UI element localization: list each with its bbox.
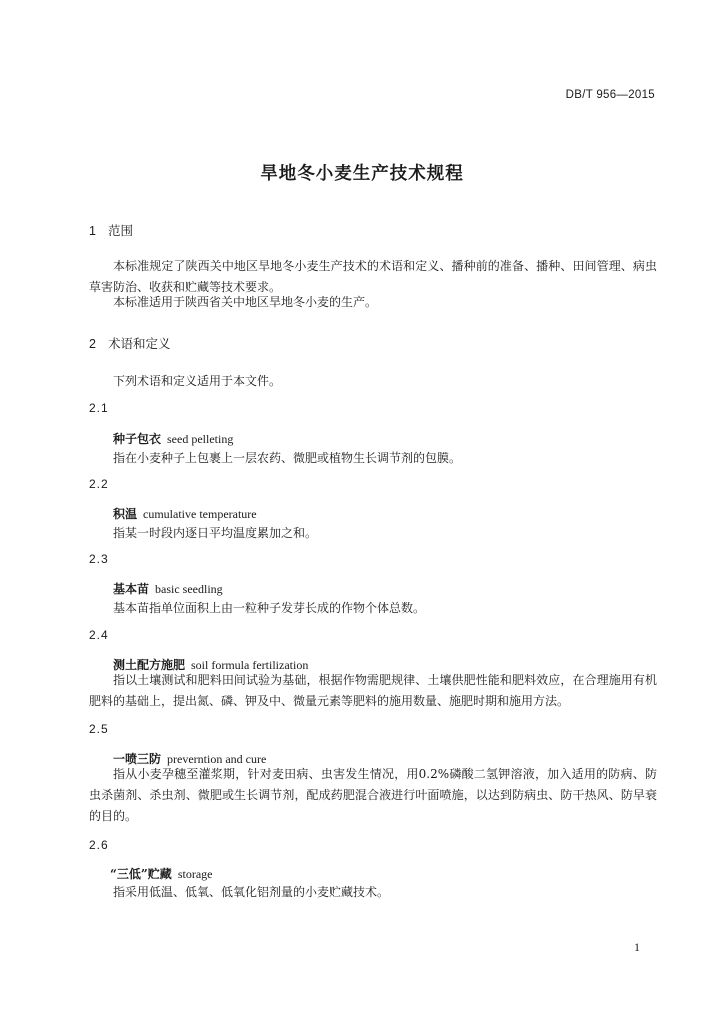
term-title — [113, 430, 233, 447]
page-number: 1 — [634, 940, 640, 954]
term-definition: 基本苗指单位面积上由一粒种子发芽长成的作物个体总数。 — [113, 601, 426, 615]
term-en: basic seedling — [155, 582, 223, 596]
section-heading-terms — [89, 334, 171, 352]
section-title: 术语和定义 — [108, 337, 171, 351]
term-cn: 种子包衣 — [113, 432, 162, 446]
document-title: 旱地冬小麦生产技术规程 — [260, 164, 464, 184]
section-title: 范围 — [108, 224, 134, 238]
term-en: soil formula fertilization — [191, 658, 309, 672]
term-title — [113, 580, 223, 597]
term-cn: “三低”贮藏 — [110, 867, 172, 881]
scope-paragraph: 本标准规定了陕西关中地区旱地冬小麦生产技术的术语和定义、播种前的准备、播种、田间管理、病虫草害防治、收获和贮藏等技术要求。 — [89, 259, 657, 294]
term-definition: 指采用低温、低氧、低氧化铝剂量的小麦贮藏技术。 — [113, 885, 390, 899]
term-title — [110, 865, 212, 882]
term-en: preverntion and cure — [167, 752, 267, 766]
term-number: 2.3 — [89, 552, 109, 566]
term-number: 2.5 — [89, 722, 109, 736]
section-number: 2 — [89, 337, 96, 351]
term-cn: 一喷三防 — [113, 752, 162, 766]
document-header-code: DB/T 956—2015 — [565, 89, 655, 101]
term-definition: 指在小麦种子上包裹上一层农药、微肥或植物生长调节剂的包膜。 — [113, 451, 462, 465]
term-definition: 指以土壤测试和肥料田间试验为基础，根据作物需肥规律、土壤供肥性能和肥料效应，在合理施用有机肥料的基础上，提出氮、磷、钾及中、微量元素等肥料的施用数量、施肥时期和施用方法。 — [89, 673, 657, 708]
scope-applicability-paragraph: 本标准适用于陕西省关中地区旱地冬小麦的生产。 — [113, 295, 378, 309]
term-en: seed pelleting — [167, 432, 234, 446]
term-en: storage — [177, 867, 213, 881]
term-definition: 指从小麦孕穗至灌浆期，针对麦田病、虫害发生情况，用0.2%磷酸二氢钾溶液，加入适用的防病、防虫杀菌剂、杀虫剂、微肥或生长调节剂，配成药肥混合液进行叶面喷施，以达到防病虫、防干热风、防早衰的目的。 — [89, 767, 657, 823]
term-cn: 基本苗 — [113, 582, 150, 596]
term-en: cumulative temperature — [143, 507, 257, 521]
term-number: 2.1 — [89, 401, 109, 415]
section-heading-scope — [89, 221, 133, 239]
term-cn: 测土配方施肥 — [113, 658, 186, 672]
term-number: 2.6 — [89, 838, 109, 852]
term-number: 2.4 — [89, 628, 109, 642]
section-number: 1 — [89, 224, 96, 238]
term-number: 2.2 — [89, 477, 109, 491]
term-definition: 指某一时段内逐日平均温度累加之和。 — [113, 526, 318, 540]
terms-intro: 下列术语和定义适用于本文件。 — [113, 374, 282, 388]
term-title — [113, 505, 257, 522]
term-cn: 积温 — [113, 507, 138, 521]
